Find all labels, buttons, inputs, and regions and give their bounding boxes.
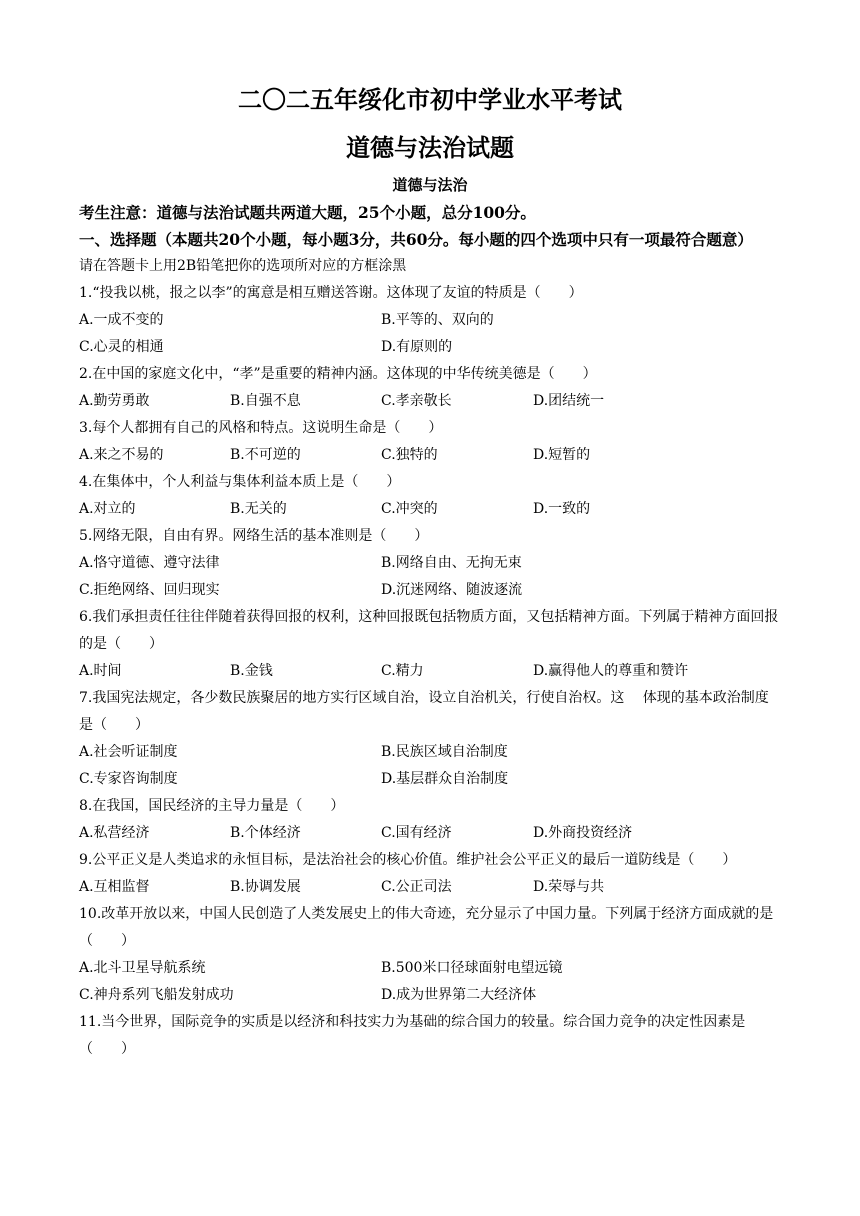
option-d: D.基层群众自治制度	[381, 771, 509, 787]
question-stem: 2.在中国的家庭文化中，“孝”是重要的精神内涵。这体现的中华传统美德是（ ）	[79, 366, 597, 382]
option-d: D.赢得他人的尊重和赞许	[533, 663, 689, 679]
section-instruction: 请在答题卡上用2B铅笔把你的选项所对应的方框涂黑	[79, 258, 407, 274]
option-a: A.北斗卫星导航系统	[79, 960, 206, 976]
option-c: C.孝亲敬长	[381, 393, 452, 409]
section-heading: 一、选择题（本题共20个小题，每小题3分，共60分。每小题的四个选项中只有一项最符合题意）	[79, 230, 753, 249]
option-row	[79, 577, 782, 604]
option-c: C.拒绝网络、回归现实	[79, 582, 220, 598]
option-a: A.一成不变的	[79, 312, 164, 328]
option-a: A.互相监督	[79, 879, 150, 895]
option-d: D.一致的	[533, 501, 591, 517]
option-b: B.协调发展	[230, 879, 301, 895]
option-d: D.有原则的	[381, 339, 453, 355]
option-row	[79, 334, 782, 361]
option-a: A.对立的	[79, 501, 136, 517]
exam-content	[79, 199, 782, 1063]
option-b: B.不可逆的	[230, 447, 301, 463]
option-row	[79, 442, 782, 469]
option-row	[79, 496, 782, 523]
option-a: A.私营经济	[79, 825, 150, 841]
option-c: C.精力	[381, 663, 424, 679]
option-c: C.国有经济	[381, 825, 452, 841]
option-row	[79, 766, 782, 793]
option-row	[79, 955, 782, 982]
question-stem: 3.每个人都拥有自己的风格和特点。这说明生命是（ ）	[79, 420, 443, 436]
option-a: A.勤劳勇敢	[79, 393, 150, 409]
option-c: C.冲突的	[381, 501, 438, 517]
option-d: D.荣辱与共	[533, 879, 605, 895]
option-row	[79, 820, 782, 847]
option-row	[79, 739, 782, 766]
option-d: D.沉迷网络、随波逐流	[381, 582, 523, 598]
option-b: B.个体经济	[230, 825, 301, 841]
option-b: B.民族区域自治制度	[381, 744, 508, 760]
option-d: D.团结统一	[533, 393, 605, 409]
option-b: B.网络自由、无拘无束	[381, 555, 522, 571]
question-stem: 7.我国宪法规定，各少数民族聚居的地方实行区域自治，设立自治机关，行使自治权。这 体现的基本政治制度是（ ）	[79, 690, 769, 733]
exam-notice: 考生注意：道德与法治试题共两道大题，25个小题，总分100分。	[79, 203, 536, 222]
option-d: D.短暂的	[533, 447, 591, 463]
option-d: D.成为世界第二大经济体	[381, 987, 537, 1003]
option-a: A.来之不易的	[79, 447, 164, 463]
option-row	[79, 388, 782, 415]
option-b: B.金钱	[230, 663, 273, 679]
option-row	[79, 982, 782, 1009]
question-stem: 6.我们承担责任往往伴随着获得回报的权利，这种回报既包括物质方面，又包括精神方面。下列属于精神方面回报的是（ ）	[79, 609, 779, 652]
option-row	[79, 658, 782, 685]
question-stem: 9.公平正义是人类追求的永恒目标，是法治社会的核心价值。维护社会公平正义的最后一道防线是（ ）	[79, 852, 737, 868]
option-b: B.自强不息	[230, 393, 301, 409]
subject-label: 道德与法治	[392, 176, 468, 194]
option-row	[79, 550, 782, 577]
option-b: B.500米口径球面射电望远镜	[381, 960, 563, 976]
question-stem: 10.改革开放以来，中国人民创造了人类发展史上的伟大奇迹，充分显示了中国力量。下列属于经济方面成就的是（ ）	[79, 906, 774, 949]
option-c: C.专家咨询制度	[79, 771, 178, 787]
option-row	[79, 307, 782, 334]
option-c: C.神舟系列飞船发射成功	[79, 987, 234, 1003]
question-stem: 8.在我国，国民经济的主导力量是（ ）	[79, 798, 345, 814]
question-stem: 11.当今世界，国际竞争的实质是以经济和科技实力为基础的综合国力的较量。综合国力竞争的决定性因素是（ ）	[79, 1014, 746, 1057]
option-b: B.平等的、双向的	[381, 312, 494, 328]
option-b: B.无关的	[230, 501, 287, 517]
option-c: C.独特的	[381, 447, 438, 463]
option-a: A.恪守道德、遵守法律	[79, 555, 220, 571]
question-stem: 1.“投我以桃，报之以李”的寓意是相互赠送答谢。这体现了友谊的特质是（ ）	[79, 285, 583, 301]
option-a: A.时间	[79, 663, 122, 679]
exam-subtitle: 道德与法治试题	[346, 133, 514, 162]
exam-title: 二〇二五年绥化市初中学业水平考试	[238, 85, 622, 114]
option-d: D.外商投资经济	[533, 825, 633, 841]
option-c: C.公正司法	[381, 879, 452, 895]
option-c: C.心灵的相通	[79, 339, 164, 355]
question-stem: 4.在集体中，个人利益与集体利益本质上是（ ）	[79, 474, 401, 490]
question-stem: 5.网络无限，自由有界。网络生活的基本准则是（ ）	[79, 528, 429, 544]
option-a: A.社会听证制度	[79, 744, 178, 760]
option-row	[79, 874, 782, 901]
